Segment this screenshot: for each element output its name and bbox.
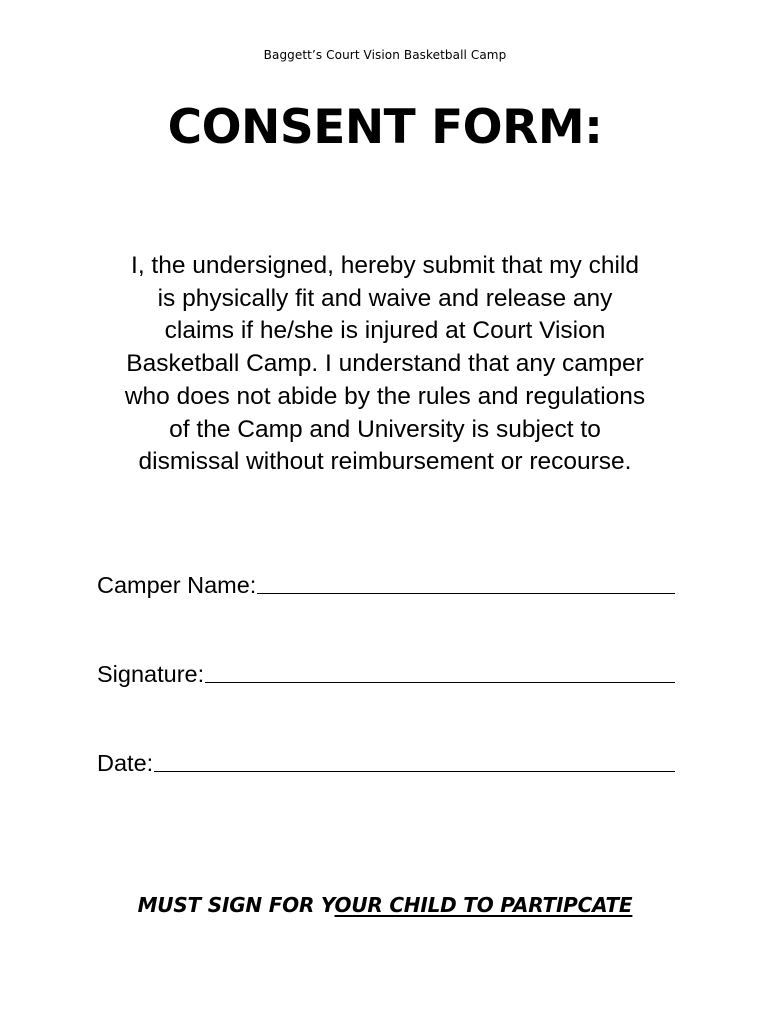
consent-line: of the Camp and University is subject to xyxy=(169,415,601,443)
camper-name-field xyxy=(97,566,675,598)
date-field xyxy=(97,744,675,776)
camp-name-header: Baggett’s Court Vision Basketball Camp xyxy=(263,48,507,62)
date-blank-line[interactable] xyxy=(154,761,675,772)
consent-line: who does not abide by the rules and regulations xyxy=(124,382,646,410)
consent-line: is physically fit and waive and release any xyxy=(157,284,613,312)
camper-name-label: Camper Name: xyxy=(97,572,257,598)
consent-line: Basketball Camp. I understand that any camper xyxy=(126,350,644,378)
must-sign-notice-prefix: MUST SIGN FOR Y xyxy=(137,893,335,917)
must-sign-notice xyxy=(0,893,770,917)
consent-line: I, the undersigned, hereby submit that my child xyxy=(131,252,639,279)
date-label: Date: xyxy=(97,750,154,776)
consent-line: claims if he/she is injured at Court Vision xyxy=(164,317,606,345)
must-sign-notice-underlined: OUR CHILD TO PARTIPCATE xyxy=(334,893,633,917)
signature-blank-line[interactable] xyxy=(205,672,675,683)
form-title: CONSENT FORM: xyxy=(167,100,603,155)
consent-statement xyxy=(80,250,690,479)
signature-label: Signature: xyxy=(97,661,205,687)
consent-line: dismissal without reimbursement or recourse. xyxy=(138,448,632,476)
camper-name-blank-line[interactable] xyxy=(257,583,675,594)
signature-field xyxy=(97,655,675,687)
